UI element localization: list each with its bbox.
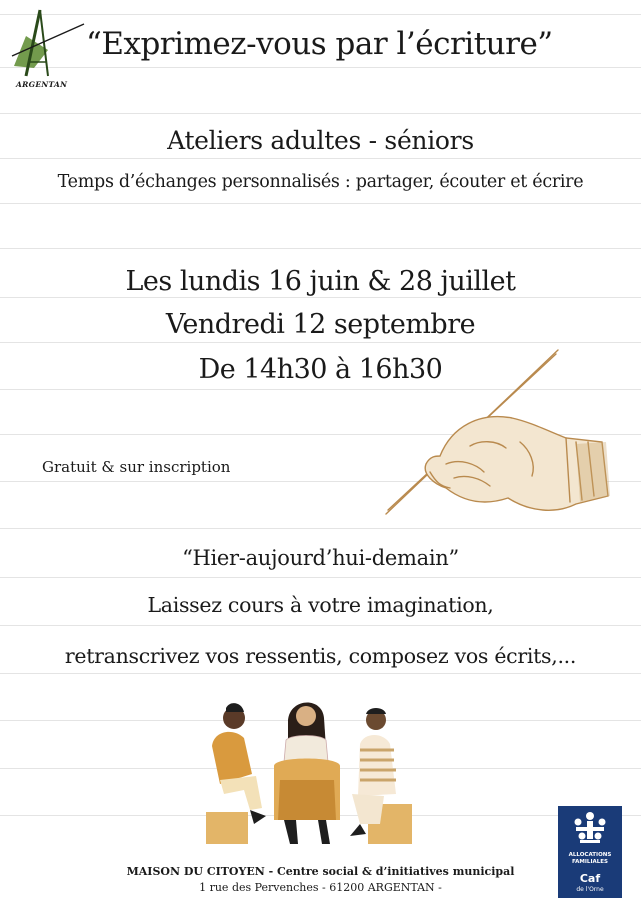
subtitle: Ateliers adultes - séniors xyxy=(167,126,474,155)
caf-name: Caf xyxy=(579,872,601,885)
caf-allocations: ALLOCATIONS FAMILIALES xyxy=(568,852,612,865)
people-talking-illustration xyxy=(200,684,425,854)
registration-note: Gratuit & sur inscription xyxy=(42,458,231,476)
caf-emblem-icon xyxy=(570,810,610,848)
time-range: De 14h30 à 16h30 xyxy=(198,354,443,385)
theme-line-1: Laissez cours à votre imagination, xyxy=(147,593,494,617)
caf-region: de l'Orne xyxy=(576,886,604,893)
dates-line-2: Vendredi 12 septembre xyxy=(165,309,476,340)
caf-logo xyxy=(558,806,622,898)
hand-writing-pen-illustration xyxy=(380,346,612,528)
theme-quote: “Hier-aujourd’hui-demain” xyxy=(182,546,459,570)
dates-line-1: Les lundis 16 juin & 28 juillet xyxy=(125,266,516,297)
logo-text: ARGENTAN xyxy=(16,80,68,89)
page-title: “Exprimez-vous par l’écriture” xyxy=(86,26,553,62)
address: 1 rue des Pervenches - 61200 ARGENTAN - xyxy=(199,881,442,894)
theme-line-2: retranscrivez vos ressentis, composez vos écrits,... xyxy=(64,644,577,668)
description: Temps d’échanges personnalisés : partager, écouter et écrire xyxy=(57,172,584,192)
organizer-name: MAISON DU CITOYEN - Centre social & d’initiatives municipal xyxy=(126,865,515,878)
